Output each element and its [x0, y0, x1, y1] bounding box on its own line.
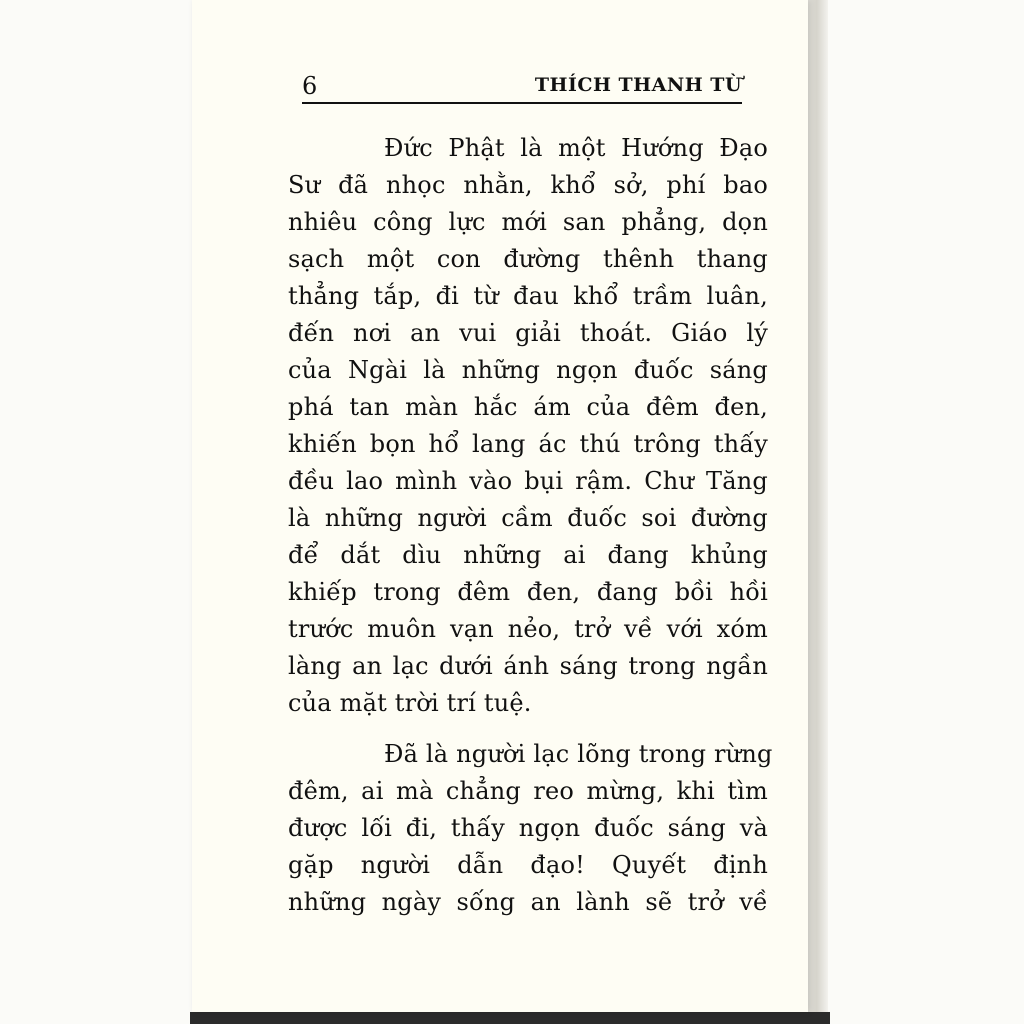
book-bottom-edge [190, 1012, 830, 1024]
paragraph [288, 736, 773, 921]
body-text [288, 130, 773, 921]
text-line: Sư đã nhọc nhằn, khổ sở, phí bao [288, 171, 768, 199]
paragraph-gap [288, 722, 768, 736]
text-line: những ngày sống an lành sẽ trở về [288, 888, 768, 916]
text-line: đến nơi an vui giải thoát. Giáo lý [288, 319, 768, 347]
text-line: sạch một con đường thênh thang [288, 245, 768, 273]
text-line: được lối đi, thấy ngọn đuốc sáng và [288, 814, 768, 842]
text-line: của Ngài là những ngọn đuốc sáng [288, 356, 768, 384]
paragraph [288, 130, 768, 722]
text-line: để dắt dìu những ai đang khủng [288, 541, 768, 569]
page-number: 6 [302, 72, 318, 100]
page-header [302, 70, 742, 104]
text-line: của mặt trời trí tuệ. [288, 689, 532, 717]
text-line: là những người cầm đuốc soi đường [288, 504, 768, 532]
text-line: nhiêu công lực mới san phẳng, dọn [288, 208, 768, 236]
text-line: phá tan màn hắc ám của đêm đen, [288, 393, 768, 421]
text-line: khiến bọn hổ lang ác thú trông thấy [288, 430, 768, 458]
text-line: thẳng tắp, đi từ đau khổ trầm luân, [288, 282, 768, 310]
text-line: trước muôn vạn nẻo, trở về với xóm [288, 615, 768, 643]
text-line: đêm, ai mà chẳng reo mừng, khi tìm [288, 777, 768, 805]
book-page [192, 0, 808, 1012]
text-line: Đã là người lạc lõng trong rừng [384, 740, 773, 768]
text-line: làng an lạc dưới ánh sáng trong ngần [288, 652, 768, 680]
text-line: gặp người dẫn đạo! Quyết định [288, 851, 768, 879]
text-line: đều lao mình vào bụi rậm. Chư Tăng [288, 467, 768, 495]
text-line: khiếp trong đêm đen, đang bồi hồi [288, 578, 768, 606]
text-line: Đức Phật là một Hướng Đạo [384, 134, 768, 162]
running-head: THÍCH THANH TỪ [534, 74, 742, 96]
